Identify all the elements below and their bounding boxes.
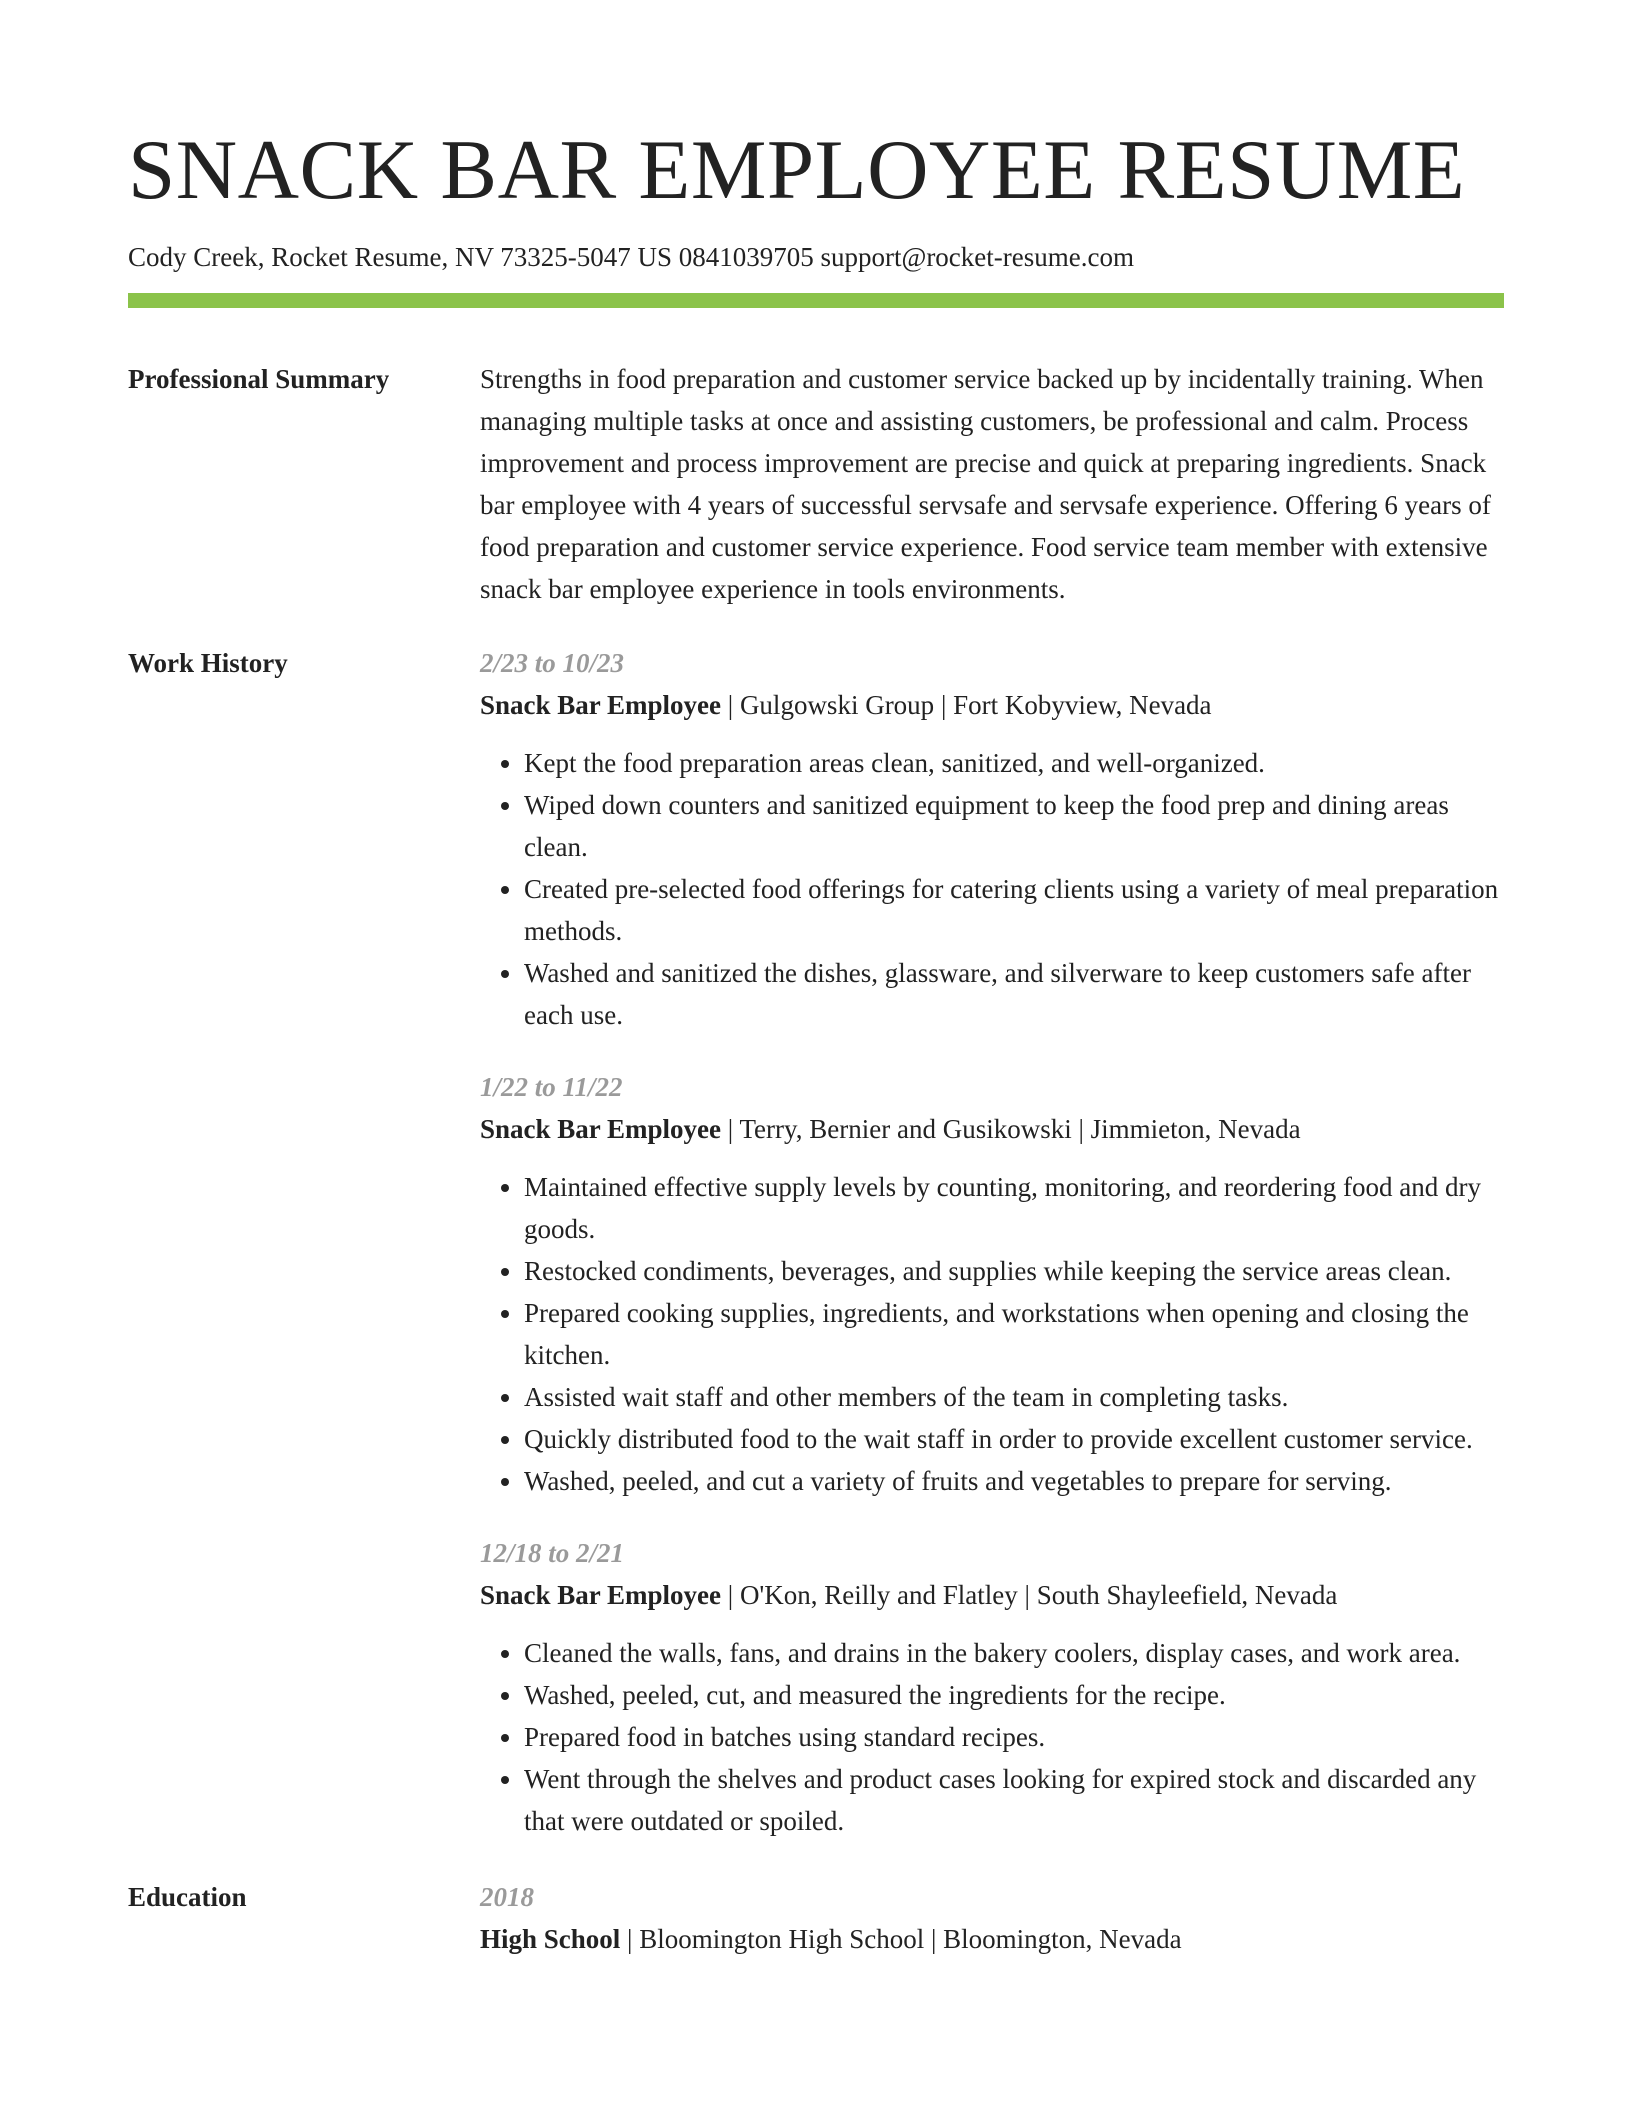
separator: |: [934, 690, 954, 720]
duty-item: • Washed, peeled, cut, and measured the ingredients for the recipe.: [524, 1674, 1504, 1716]
duty-item: • Restocked condiments, beverages, and supplies while keeping the service areas clean.: [524, 1250, 1504, 1292]
job-company: Gulgowski Group: [739, 690, 935, 720]
job-location: South Shayleefield, Nevada: [1036, 1580, 1338, 1610]
job-company: Terry, Bernier and Gusikowski: [739, 1114, 1072, 1144]
work-history-section: [128, 642, 1504, 1842]
summary-text: Strengths in food preparation and customer service backed up by incidentally training. When managing multiple tasks at once and assisting customers, be professional and calm. Process improvement and process improvement are precise and quick at preparing ingredients. Snack bar employee with 4 years of successful servsafe and servsafe experience. Offering 6 years of food preparation and customer service experience. Food service team member with extensive snack bar employee experience in tools environments.: [480, 364, 1491, 604]
job-company: O'Kon, Reilly and Flatley: [739, 1580, 1018, 1610]
job-role-line: [480, 1108, 1504, 1150]
job-role-line: [480, 1574, 1504, 1616]
separator: |: [721, 690, 740, 720]
resume-page: [128, 0, 1504, 1960]
summary-section: [128, 358, 1504, 610]
separator: |: [1017, 1580, 1037, 1610]
job-duties: [480, 1166, 1504, 1502]
separator: |: [1071, 1114, 1091, 1144]
accent-divider: [128, 293, 1504, 308]
duty-item: • Created pre-selected food offerings for catering clients using a variety of meal preparation methods.: [524, 868, 1504, 952]
duty-item: • Washed and sanitized the dishes, glassware, and silverware to keep customers safe after each use.: [524, 952, 1504, 1036]
job-duties: [480, 742, 1504, 1036]
duty-item: • Washed, peeled, and cut a variety of fruits and vegetables to prepare for serving.: [524, 1460, 1504, 1502]
job-dates: 1/22 to 11/22: [480, 1072, 623, 1102]
education-degree: High School: [480, 1924, 621, 1954]
job-location: Fort Kobyview, Nevada: [953, 690, 1212, 720]
separator: |: [721, 1580, 740, 1610]
job-title: Snack Bar Employee: [480, 1580, 722, 1610]
job-title: Snack Bar Employee: [480, 690, 722, 720]
job-entry: [480, 1532, 1504, 1842]
education-location: Bloomington, Nevada: [943, 1924, 1182, 1954]
separator: |: [721, 1114, 740, 1144]
duty-item: • Prepared food in batches using standard recipes.: [524, 1716, 1504, 1758]
job-entry: [480, 642, 1504, 1036]
duty-item: • Cleaned the walls, fans, and drains in the bakery coolers, display cases, and work area.: [524, 1632, 1504, 1674]
job-dates: 12/18 to 2/21: [480, 1538, 625, 1568]
contact-line: Cody Creek, Rocket Resume, NV 73325-5047 US 0841039705 support@rocket-resume.com: [128, 242, 1134, 272]
duty-item: • Went through the shelves and product cases looking for expired stock and discarded any that were outdated or spoiled.: [524, 1758, 1504, 1842]
job-duties: [480, 1632, 1504, 1842]
section-label-work-history: Work History: [128, 648, 288, 678]
education-line: [480, 1918, 1504, 1960]
job-role-line: [480, 684, 1504, 726]
job-location: Jimmieton, Nevada: [1090, 1114, 1301, 1144]
separator: |: [924, 1924, 944, 1954]
job-title: Snack Bar Employee: [480, 1114, 722, 1144]
duty-item: • Maintained effective supply levels by counting, monitoring, and reordering food and dry goods.: [524, 1166, 1504, 1250]
job-dates: 2/23 to 10/23: [480, 648, 625, 678]
resume-title: SNACK BAR EMPLOYEE RESUME: [128, 123, 1466, 217]
duty-item: • Kept the food preparation areas clean, sanitized, and well-organized.: [524, 742, 1504, 784]
duty-item: • Quickly distributed food to the wait staff in order to provide excellent customer service.: [524, 1418, 1504, 1460]
section-label-education: Education: [128, 1882, 247, 1912]
education-section: [128, 1876, 1504, 1960]
duty-item: • Assisted wait staff and other members of the team in completing tasks.: [524, 1376, 1504, 1418]
job-entry: [480, 1066, 1504, 1502]
duty-item: • Wiped down counters and sanitized equipment to keep the food prep and dining areas clean.: [524, 784, 1504, 868]
section-label-summary: Professional Summary: [128, 364, 390, 394]
education-school: Bloomington High School: [639, 1924, 925, 1954]
education-dates: 2018: [480, 1882, 534, 1912]
duty-item: • Prepared cooking supplies, ingredients, and workstations when opening and closing the kitchen.: [524, 1292, 1504, 1376]
separator: |: [620, 1924, 640, 1954]
